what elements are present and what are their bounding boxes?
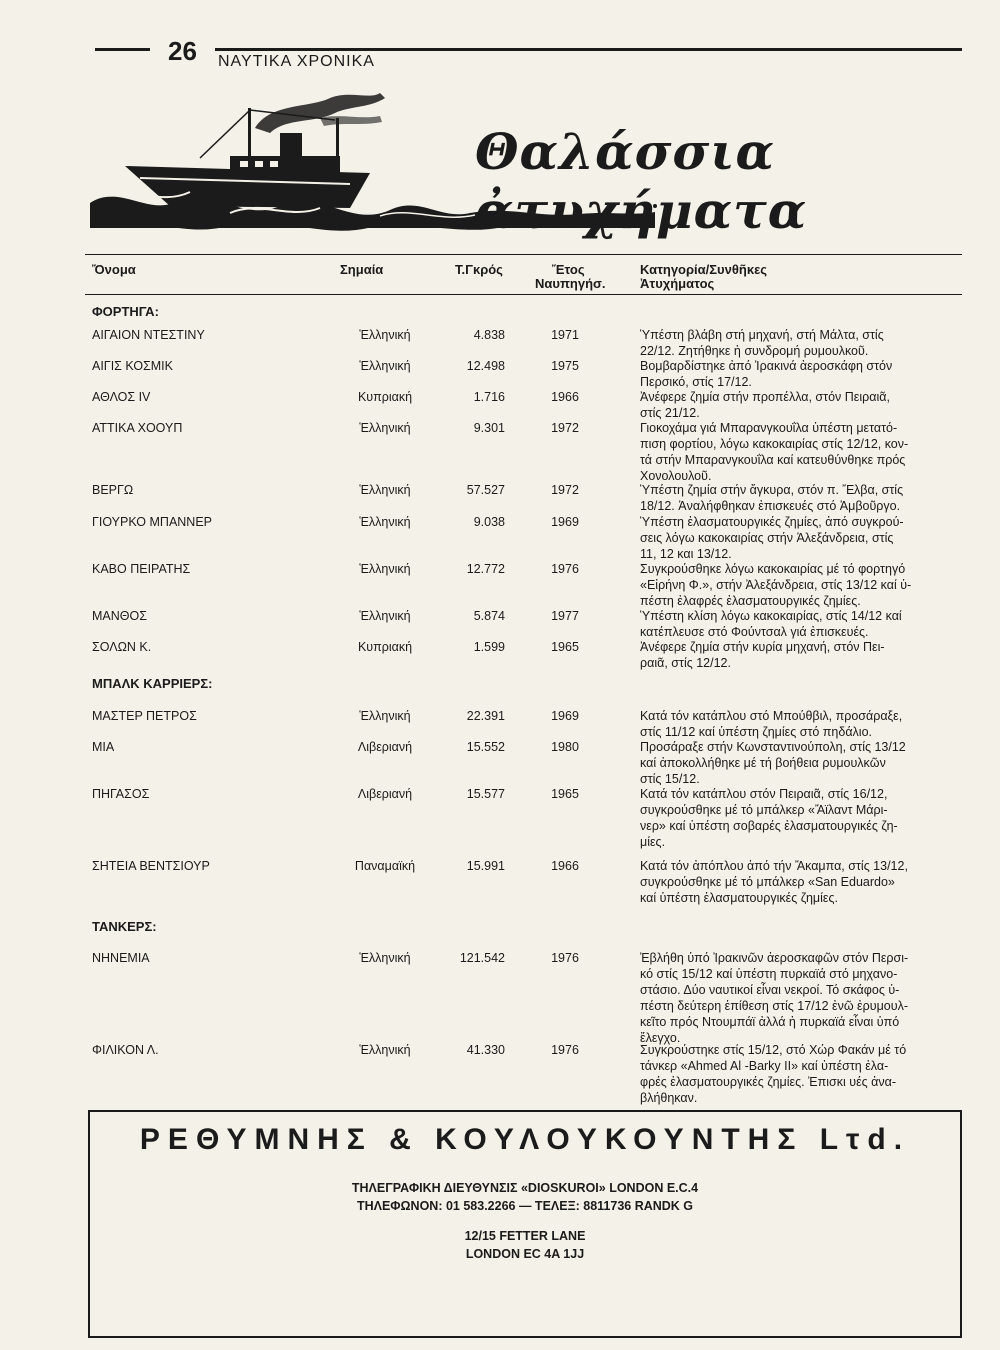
table-header-bottom-rule (85, 294, 962, 295)
accident-description: Κατά τόν κατάπλου στόν Πειραιᾶ, στίς 16/12, συγκρούσθηκε μέ τό μπάλκερ «Ἄϊλαντ Μάρι- νερ» καί ὑπέστη σοβαρές ἐλασματουργικές ζη- μίες. (640, 787, 898, 849)
ad-company-name: ΡΕΘΥΜΝΗΣ & ΚΟΥΛΟΥΚΟΥΝΤΗΣ Lτd. (139, 1123, 911, 1156)
ship-year: 1969 (551, 709, 579, 723)
ship-flag: Ἑλληνική (359, 1043, 411, 1057)
ship-tonnage: 121.542 (459, 951, 505, 965)
accident-description: Ὑπέστη ζημία στήν ἄγκυρα, στόν π. Ἔλβα, στίς 18/12. Ἀναλήφθηκαν ἐπισκευές στό Ἀμβοῦργο. (640, 483, 904, 513)
ship-name: ΝΗΝΕΜΙΑ (92, 951, 150, 965)
ship-tonnage: 5.874 (473, 609, 505, 623)
header-rule-right (215, 48, 962, 51)
ship-year: 1965 (551, 787, 579, 801)
accident-description: Ὑπέστη κλίση λόγω κακοκαιρίας, στίς 14/12 καί κατέπλευσε στό Φούντσαλ γιά ἐπισκευές. (640, 609, 902, 639)
ship-flag: Παναμαϊκή (354, 859, 416, 873)
ship-year: 1976 (551, 1043, 579, 1057)
ship-year: 1976 (551, 951, 579, 965)
ship-year: 1977 (551, 609, 579, 623)
ship-name: ΑΙΓΙΣ ΚΟΣΜΙΚ (92, 359, 173, 373)
ship-flag: Ἑλληνική (359, 515, 411, 529)
accident-description: Κατά τόν κατάπλου στό Μπούθβιλ, προσάραξε, στίς 11/12 καί ὑπέστη ζημίες στό πηδάλιο. (640, 709, 903, 739)
ship-year: 1965 (551, 640, 579, 654)
accident-description: Βομβαρδίστηκε ἀπό Ἰρακινά ἀεροσκάφη στόν Περσικό, στίς 17/12. (640, 359, 893, 389)
ship-flag: Λιβεριανή (357, 787, 413, 801)
ship-name: ΑΤΤΙΚΑ ΧΟΟΥΠ (92, 421, 183, 435)
ship-flag: Ἑλληνική (359, 609, 411, 623)
ship-tonnage: 4.838 (473, 328, 505, 342)
ship-name: ΜΑΝΘΟΣ (92, 609, 147, 623)
page-title: Θαλάσσια ἀτυχήματα (475, 122, 808, 240)
accident-description: Ὑπέστη βλάβη στή μηχανή, στή Μάλτα, στίς 22/12. Ζητήθηκε ἡ συνδρομή ρυμουλκοῦ. (640, 328, 884, 358)
ship-tonnage: 9.301 (473, 421, 505, 435)
ship-flag: Λιβεριανή (357, 740, 413, 754)
ship-tonnage: 22.391 (466, 709, 505, 723)
ship-year: 1972 (551, 421, 579, 435)
ad-phone-telex: ΤΗΛΕΦΩΝΟΝ: 01 583.2266 — ΤΕΛΕΞ: 8811736 RANDK G (356, 1199, 694, 1213)
column-header-flag: Σημαία (340, 262, 384, 277)
ship-name: ΓΙΟΥΡΚΟ ΜΠΑΝΝΕΡ (92, 515, 213, 529)
ship-flag: Ἑλληνική (359, 421, 411, 435)
ship-flag: Ἑλληνική (359, 328, 411, 342)
accident-description: Ἀνέφερε ζημία στήν κυρία μηχανή, στόν Πει- ραιᾶ, στίς 12/12. (640, 640, 885, 670)
ad-street-address: 12/15 FETTER LANE (464, 1229, 586, 1243)
column-header-tonnage: Τ.Γκρός (455, 262, 503, 277)
ship-year: 1976 (551, 562, 579, 576)
ship-flag: Ἑλληνική (359, 359, 411, 373)
ad-city-address: LONDON EC 4A 1JJ (465, 1247, 585, 1261)
ship-tonnage: 41.330 (466, 1043, 505, 1057)
column-header-year-sub: Ναυπηγήσ. (535, 276, 606, 291)
column-header-name: Ὄνομα (92, 262, 136, 277)
ship-flag: Κυπριακή (357, 640, 413, 654)
table-header-top-rule (85, 254, 962, 255)
ship-flag: Ἑλληνική (359, 562, 411, 576)
accident-description: Γιοκοχάμα γιά Μπαρανγκουΐλα ὑπέστη μετατό- πιση φορτίου, λόγω κακοκαιρίας στίς 12/12, κον- τά στήν Μπαρανγκουΐλα καί κατευθύνθηκε πρός Χονολουλοῦ. (640, 421, 909, 483)
ship-name: ΚΑΒΟ ΠΕΙΡΑΤΗΣ (92, 562, 191, 576)
ship-flag: Κυπριακή (357, 390, 413, 404)
ship-name: ΒΕΡΓΩ (92, 483, 134, 497)
section-title-tankers: ΤΑΝΚΕΡΣ: (92, 919, 157, 934)
ship-tonnage: 12.772 (466, 562, 505, 576)
accident-description: Ἐβλήθη ὑπό Ἰρακινῶν ἀεροσκαφῶν στόν Περσι- κό στίς 15/12 καί ὑπέστη πυρκαϊά στό μηχανο- στάσιο. Δύο ναυτικοί εἶναι νεκροί. Τό σκάφος ὑ- πέστη δεύτερη ἐπίθεση στίς 17/12 ἐνῶ ἐρυμουλ- κεῖτο πρός Ντουμπάϊ ἀλλά ἡ πυρκαϊά εἶναι ὑπό ἔλεγχο. (640, 951, 909, 1045)
ship-tonnage: 15.577 (466, 787, 505, 801)
ship-tonnage: 57.527 (466, 483, 505, 497)
ship-year: 1969 (551, 515, 579, 529)
ship-name: ΑΙΓΑΙΟΝ ΝΤΕΣΤΙΝΥ (92, 328, 205, 342)
ship-year: 1966 (551, 390, 579, 404)
column-header-category: Κατηγορία/Συνθῆκες (640, 262, 767, 277)
ship-name: ΜΙΑ (92, 740, 115, 754)
ship-name: ΜΑΣΤΕΡ ΠΕΤΡΟΣ (92, 709, 197, 723)
ship-flag: Ἑλληνική (359, 483, 411, 497)
magazine-name: ΝΑΥΤΙΚΑ ΧΡΟΝΙΚΑ (218, 53, 375, 70)
ship-flag: Ἑλληνική (359, 709, 411, 723)
header-rule-left (95, 48, 150, 51)
ship-name: ΠΗΓΑΣΟΣ (92, 787, 150, 801)
column-header-category-sub: Ἀτυχήματος (640, 276, 715, 291)
ship-year: 1975 (551, 359, 579, 373)
accident-description: Προσάραξε στήν Κωνσταντινούπολη, στίς 13/12 καί ἀποκολλήθηκε μέ τή βοήθεια ρυμουλκῶν στίς 15/12. (640, 740, 906, 786)
ship-name: ΦΙΛΙΚΟΝ Λ. (92, 1043, 159, 1057)
section-title-cargo: ΦΟΡΤΗΓΑ: (92, 304, 159, 319)
ship-tonnage: 9.038 (473, 515, 505, 529)
ad-telegraph-address: ΤΗΛΕΓΡΑΦΙΚΗ ΔΙΕΥΘΥΝΣΙΣ «DIOSKUROI» LONDON E.C.4 (351, 1181, 699, 1195)
ship-tonnage: 12.498 (466, 359, 505, 373)
page-number: 26 (168, 36, 197, 66)
ship-flag: Ἑλληνική (359, 951, 411, 965)
ship-name: ΑΘΛΟΣ IV (92, 390, 151, 404)
ship-year: 1972 (551, 483, 579, 497)
accident-description: Ἀνέφερε ζημία στήν προπέλλα, στόν Πειραιᾶ, στίς 21/12. (640, 390, 890, 420)
accident-description: Συγκρούσθηκε λόγω κακοκαιρίας μέ τό φορτηγό «Εἰρήνη Φ.», στήν Ἀλεξάνδρεια, στίς 13/12 καί ὑ- πέστη ἐλαφρές ἐλασματουργικές ζημίες. (640, 562, 912, 608)
column-header-year: Ἔτος (552, 262, 585, 277)
ship-year: 1966 (551, 859, 579, 873)
section-title-bulk-carriers: ΜΠΑΛΚ ΚΑΡΡΙΕΡΣ: (92, 676, 213, 691)
ship-year: 1971 (551, 328, 579, 342)
ship-year: 1980 (551, 740, 579, 754)
ship-tonnage: 1.599 (473, 640, 505, 654)
accident-description: Συγκρούστηκε στίς 15/12, στό Χώρ Φακάν μέ τό τάνκερ «Ahmed Al -Barky II» καί ὑπέστη ἐλα- φρές ἐλασματουργικές ζημίες. Ἐπισκι υές ἀνα- βλήθηκαν. (640, 1043, 907, 1105)
ship-name: ΣΗΤΕΙΑ ΒΕΝΤΣΙΟΥΡ (92, 859, 210, 873)
ship-tonnage: 1.716 (473, 390, 505, 404)
accident-description: Κατά τόν ἀπόπλου ἀπό τήν Ἄκαμπα, στίς 13/12, συγκρούσθηκε μέ τό μπάλκερ «San Eduardo» καί ὑπέστη ἐλασματουργικές ζημίες. (640, 859, 908, 905)
ship-tonnage: 15.991 (466, 859, 505, 873)
ship-tonnage: 15.552 (466, 740, 505, 754)
ship-name: ΣΟΛΩΝ Κ. (92, 640, 152, 654)
accident-description: Ὑπέστη ἐλασματουργικές ζημίες, ἀπό συγκρού- σεις λόγω κακοκαιρίας στήν Ἀλεξάνδρεια, στίς 11, 12 και 13/12. (640, 515, 904, 561)
